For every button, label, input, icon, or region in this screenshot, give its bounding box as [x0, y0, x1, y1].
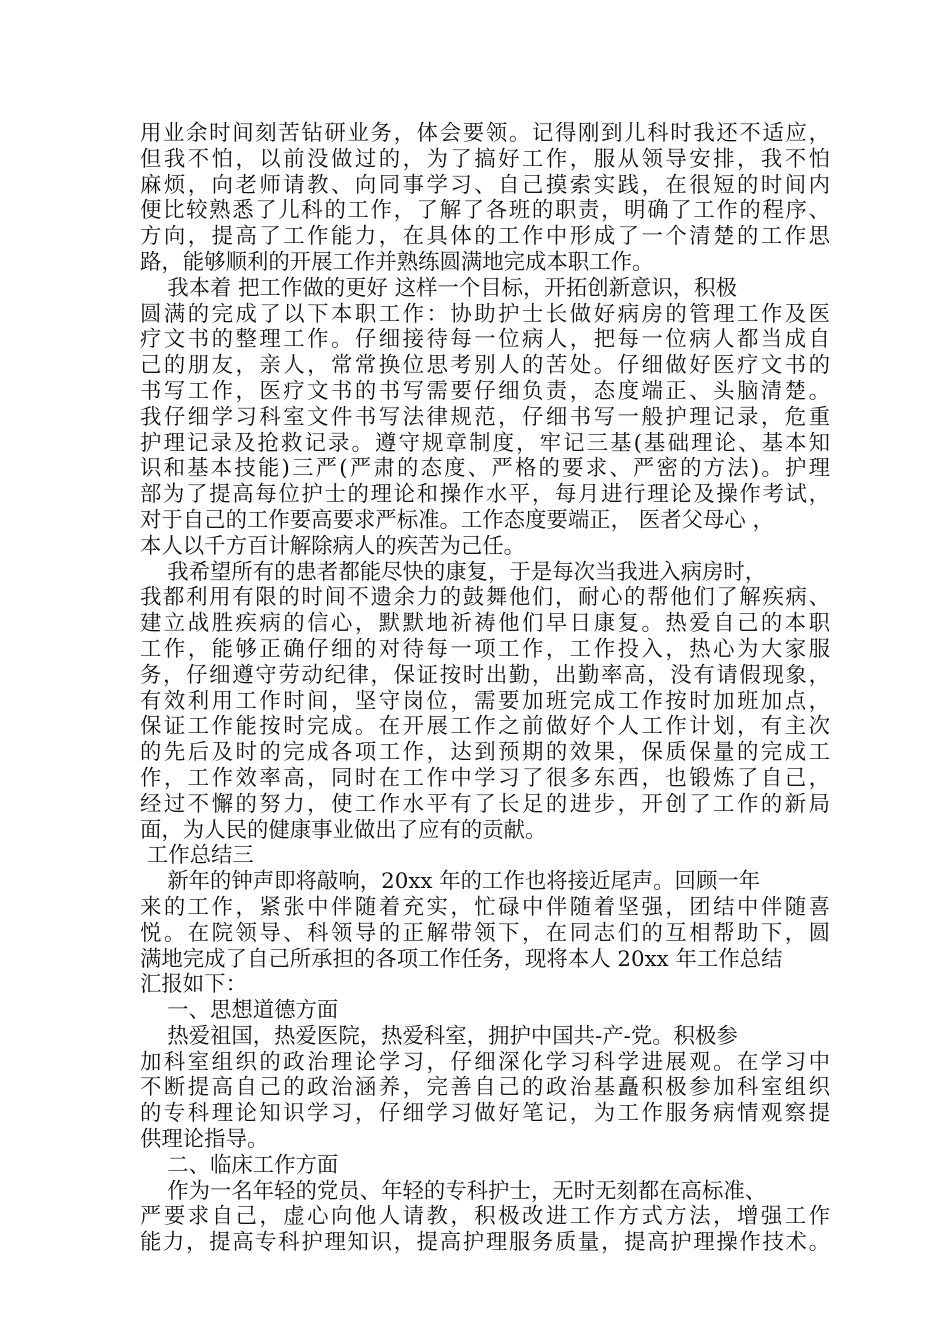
text-line: 的先后及时的完成各项工作，达到预期的效果，保质保量的完成工 [140, 740, 830, 766]
text-line: 我都利用有限的时间不遗余力的鼓舞他们，耐心的帮他们了解疾病、 [140, 585, 830, 611]
text-line: 工作，能够正确仔细的对待每一项工作，工作投入，热心为大家服 [140, 636, 830, 662]
text-line: 圆满的完成了以下本职工作：协助护士长做好病房的管理工作及医 [140, 301, 830, 327]
text-line: 经过不懈的努力，使工作水平有了长足的进步，开创了工作的新局 [140, 791, 830, 817]
text-line: 能力，提高专科护理知识，提高护理服务质量，提高护理操作技术。 [140, 1230, 830, 1256]
text-line: 书写工作，医疗文书的书写需要仔细负责，态度端正、头脑清楚。 [140, 378, 830, 404]
document-page [140, 121, 830, 1256]
text-line: 作，工作效率高，同时在工作中学习了很多东西，也锻炼了自己， [140, 765, 830, 791]
text-line: 识和基本技能)三严(严肃的态度、严格的要求、严密的方法)。护理 [140, 456, 830, 482]
text-line: 作为一名年轻的党员、年轻的专科护士，无时无刻都在高标准、 [140, 1178, 767, 1204]
text-line: 的专科理论知识学习，仔细学习做好笔记，为工作服务病情观察提 [140, 1101, 830, 1127]
text-line: 二、临床工作方面 [140, 1152, 339, 1178]
text-line: 但我不怕，以前没做过的，为了搞好工作，服从领导安排，我不怕 [140, 146, 830, 172]
text-line: 保证工作能按时完成。在开展工作之前做好个人工作计划，有主次 [140, 714, 830, 740]
text-line: 务，仔细遵守劳动纪律，保证按时出勤，出勤率高，没有请假现象， [140, 662, 830, 688]
text-line: 有效利用工作时间，坚守岗位，需要加班完成工作按时加班加点， [140, 688, 830, 714]
text-line: 热爱祖国，热爱医院，热爱科室，拥护中国共-产-党。积极参 [140, 1023, 738, 1049]
text-line: 悦。在院领导、科领导的正解带领下，在同志们的互相帮助下，圆 [140, 920, 830, 946]
text-line: 满地完成了自己所承担的各项工作任务，现将本人 20xx 年工作总结 [140, 946, 783, 972]
text-line: 己的朋友，亲人，常常换位思考别人的苦处。仔细做好医疗文书的 [140, 353, 830, 379]
text-line: 汇报如下： [140, 972, 247, 998]
text-line: 本人以千方百计解除病人的疾苦为己任。 [140, 533, 526, 559]
text-line: 方向，提高了工作能力，在具体的工作中形成了一个清楚的工作思 [140, 224, 830, 250]
text-line: 供理论指导。 [140, 1127, 269, 1153]
text-line: 我本着 把工作做的更好 这样一个目标，开拓创新意识，积极 [140, 275, 737, 301]
text-line: 对于自己的工作要高要求严标准。工作态度要端正， 医者父母心 ， [140, 507, 774, 533]
text-line: 严要求自己，虚心向他人请教，积极改进工作方式方法，增强工作 [140, 1204, 830, 1230]
text-line: 面，为人民的健康事业做出了应有的贡献。 [140, 817, 547, 843]
text-line: 工作总结三 [140, 843, 254, 869]
text-line: 来的工作，紧张中伴随着充实，忙碌中伴随着坚强，团结中伴随喜 [140, 894, 830, 920]
text-line: 部为了提高每位护士的理论和操作水平，每月进行理论及操作考试， [140, 482, 830, 508]
text-line: 用业余时间刻苦钻研业务，体会要领。记得刚到儿科时我还不适应， [140, 121, 830, 146]
text-line: 路，能够顺利的开展工作并熟练圆满地完成本职工作。 [140, 249, 654, 275]
text-line: 便比较熟悉了儿科的工作，了解了各班的职责，明确了工作的程序、 [140, 198, 830, 224]
text-line: 疗文书的整理工作。仔细接待每一位病人，把每一位病人都当成自 [140, 327, 830, 353]
text-line: 我希望所有的患者都能尽快的康复，于是每次当我进入病房时， [140, 559, 767, 585]
text-line: 我仔细学习科室文件书写法律规范，仔细书写一般护理记录，危重 [140, 404, 830, 430]
text-line: 麻烦，向老师请教、向同事学习、自己摸索实践，在很短的时间内 [140, 172, 830, 198]
text-line: 不断提高自己的政治涵养，完善自己的政治基矗积极参加科室组织 [140, 1075, 830, 1101]
text-line: 护理记录及抢救记录。遵守规章制度，牢记三基(基础理论、基本知 [140, 430, 830, 456]
text-line: 加科室组织的政治理论学习，仔细深化学习科学进展观。在学习中 [140, 1049, 830, 1075]
text-line: 一、思想道德方面 [140, 998, 339, 1024]
text-line: 建立战胜疾病的信心，默默地祈祷他们早日康复。热爱自己的本职 [140, 611, 830, 637]
text-line: 新年的钟声即将敲响，20xx 年的工作也将接近尾声。回顾一年 [140, 869, 761, 895]
